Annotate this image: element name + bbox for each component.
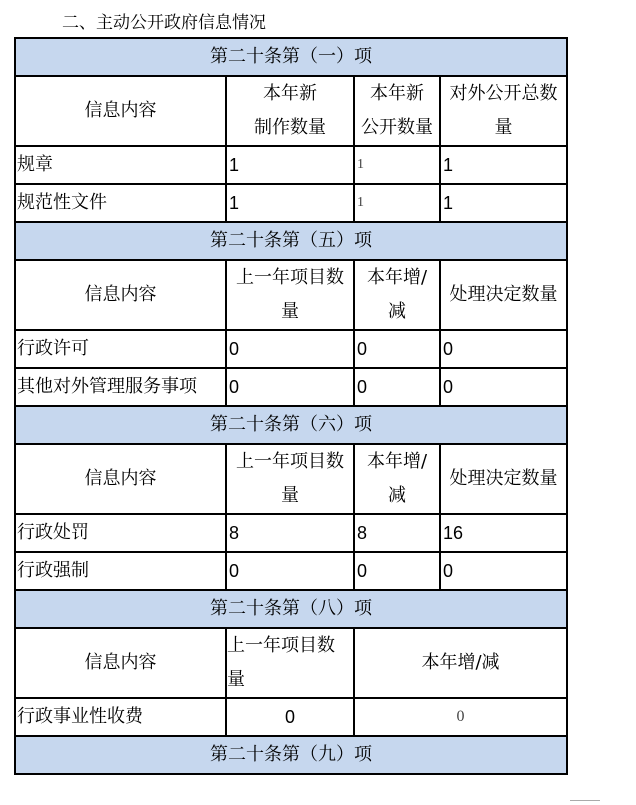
- cell-value: 0: [226, 552, 354, 590]
- cell-value: 0: [354, 552, 440, 590]
- cell-value: 0: [440, 330, 567, 368]
- section-row: [15, 406, 567, 444]
- cell-value: 8: [354, 514, 440, 552]
- cell-value: 1: [226, 184, 354, 222]
- row-label: 行政事业性收费: [15, 698, 226, 736]
- cell-value: 1: [440, 184, 567, 222]
- cell-value: 0: [354, 330, 440, 368]
- row-label: 其他对外管理服务事项: [15, 368, 226, 406]
- column-header: 信息内容: [15, 628, 226, 698]
- column-header: 上一年项目数 量: [226, 444, 354, 514]
- row-label: 行政强制: [15, 552, 226, 590]
- row-label: 规章: [15, 146, 226, 184]
- table-row: [15, 698, 567, 736]
- section-title: 第二十条第（一）项: [15, 38, 567, 76]
- section-title: 第二十条第（六）项: [15, 406, 567, 444]
- table-row: [15, 184, 567, 222]
- header-row: [15, 260, 567, 330]
- section-row: [15, 222, 567, 260]
- header-row: [15, 76, 567, 146]
- column-header: 信息内容: [15, 76, 226, 146]
- section-row: [15, 590, 567, 628]
- row-label: 行政处罚: [15, 514, 226, 552]
- row-label: 规范性文件: [15, 184, 226, 222]
- column-header: 上一年项目数 量: [226, 628, 354, 698]
- cell-value: 0: [226, 368, 354, 406]
- column-header: 处理决定数量: [440, 444, 567, 514]
- section-row: [15, 38, 567, 76]
- column-header: 本年新 公开数量: [354, 76, 440, 146]
- cell-value: 0: [440, 552, 567, 590]
- cell-value: 16: [440, 514, 567, 552]
- section-heading: 二、主动公开政府信息情况: [62, 13, 266, 33]
- cell-value: 0: [440, 368, 567, 406]
- column-header: 处理决定数量: [440, 260, 567, 330]
- cell-value: 1: [354, 184, 440, 222]
- section-title: 第二十条第（九）项: [15, 736, 567, 774]
- disclosure-table: [14, 37, 566, 775]
- column-header: 信息内容: [15, 444, 226, 514]
- column-header: 信息内容: [15, 260, 226, 330]
- section-title: 第二十条第（五）项: [15, 222, 567, 260]
- table-row: [15, 146, 567, 184]
- column-header: 本年增/减: [354, 628, 567, 698]
- cell-value: 8: [226, 514, 354, 552]
- header-row: [15, 444, 567, 514]
- cell-value: 0: [354, 368, 440, 406]
- column-header: 上一年项目数 量: [226, 260, 354, 330]
- column-header: 本年增/ 减: [354, 444, 440, 514]
- cell-value: 1: [226, 146, 354, 184]
- cell-value: 0: [226, 330, 354, 368]
- cell-value: 0: [226, 698, 354, 736]
- cell-value: 1: [440, 146, 567, 184]
- section-row: [15, 736, 567, 774]
- cell-value: 1: [354, 146, 440, 184]
- column-header: 本年增/ 减: [354, 260, 440, 330]
- column-header: 本年新 制作数量: [226, 76, 354, 146]
- page-edge-line: [570, 800, 600, 801]
- column-header: 对外公开总数 量: [440, 76, 567, 146]
- cell-value: 0: [354, 698, 567, 736]
- table-row: [15, 368, 567, 406]
- header-row: [15, 628, 567, 698]
- table-row: [15, 552, 567, 590]
- table-row: [15, 330, 567, 368]
- section-title: 第二十条第（八）项: [15, 590, 567, 628]
- table-row: [15, 514, 567, 552]
- row-label: 行政许可: [15, 330, 226, 368]
